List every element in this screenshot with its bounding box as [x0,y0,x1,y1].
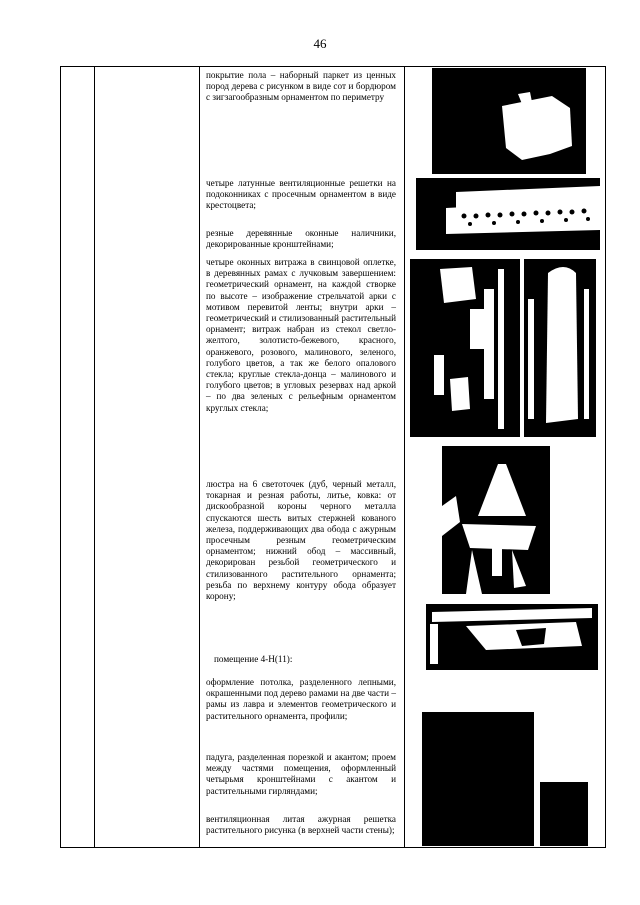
cell-room-heading [214,654,404,665]
paragraph-stained-glass: четыре оконных витража в свинцовой оплетке, в деревянных рамах с лучковым завершением: геометрический орнамент, на каждой створке по высоте – изображение стрельчатой арки с мотивом перевитой ленты; внутри арки – геометрический и стилизованный растительный орнамент; витраж набран из стекол светло- желтого, золотисто-бежевого, красного, оранжевого, розового, малинового, зеленого, голубого цветов, а так же белого опалового стекла; круглые стекла-донца – малинового и голубого цветов; в угловых резервах над аркой – по два зеленых с рельефным орнаментом круглых стекла; [206,257,396,413]
paragraph-frieze: падуга, разделенная порезкой и акантом; проем между частями помещения, оформленный четырьмя кронштейнами с акантом и растительными гирляндами; [206,752,396,796]
cell-window-frames [206,228,396,250]
ceiling-photo [426,604,598,670]
page-number: 46 [313,36,327,51]
stained-glass-window-photo-right [524,259,596,437]
ventilation-grille-photo [416,178,600,250]
column-divider [199,67,200,847]
cell-stained-glass [206,257,396,414]
paragraph-grilles: четыре латунные вентиляционные решетки на подоконниках с просечным орнаментом в виде крестоцвета; [206,178,396,211]
cell-vent-grille [206,814,396,836]
paragraph-chandelier: люстра на 6 светоточек (дуб, черный металл, токарная и резная работы, литье, ковка: от дискообразной короны черного металла спускаются шесть витых стержней кованого железа, поддерживающих два обода с ажурным просечным резным геометрическим орнаментом; нижний обод – массивный, декорирован резьбой геометрического и стилизованного растительного орнамента; резьба по верхнему контуру обода образует корону; [206,479,396,602]
column-divider [94,67,95,847]
vent-grille-wall-photo [540,782,588,846]
paragraph-room-heading: помещение 4-Н(11): [214,654,293,664]
stained-glass-window-photo-left [410,259,520,437]
paragraph-floor: покрытие пола – наборный паркет из ценных пород дерева с рисунком в виде сот и бордюром с зигзагообразным орнаментом по периметру [206,70,396,103]
chandelier-photo [442,446,550,594]
cell-floor [206,70,396,104]
cell-ceiling [206,677,396,722]
cell-frieze [206,752,396,797]
paragraph-vent-grille: вентиляционная литая ажурная решетка растительного рисунка (в верхней части стены); [206,814,396,836]
column-divider [404,67,405,847]
ceiling-frieze-photo [422,712,534,846]
paragraph-ceiling: оформление потолка, разделенного лепными, окрашенными под дерево рамами на две части – рамы из лавра и элементов геометрического и растительного орнамента, профили; [206,677,396,721]
cell-grilles [206,178,396,212]
cell-chandelier [206,479,396,602]
paragraph-window-frames: резные деревянные оконные наличники, декорированные кронштейнами; [206,228,396,250]
parquet-floor-photo [432,68,586,174]
